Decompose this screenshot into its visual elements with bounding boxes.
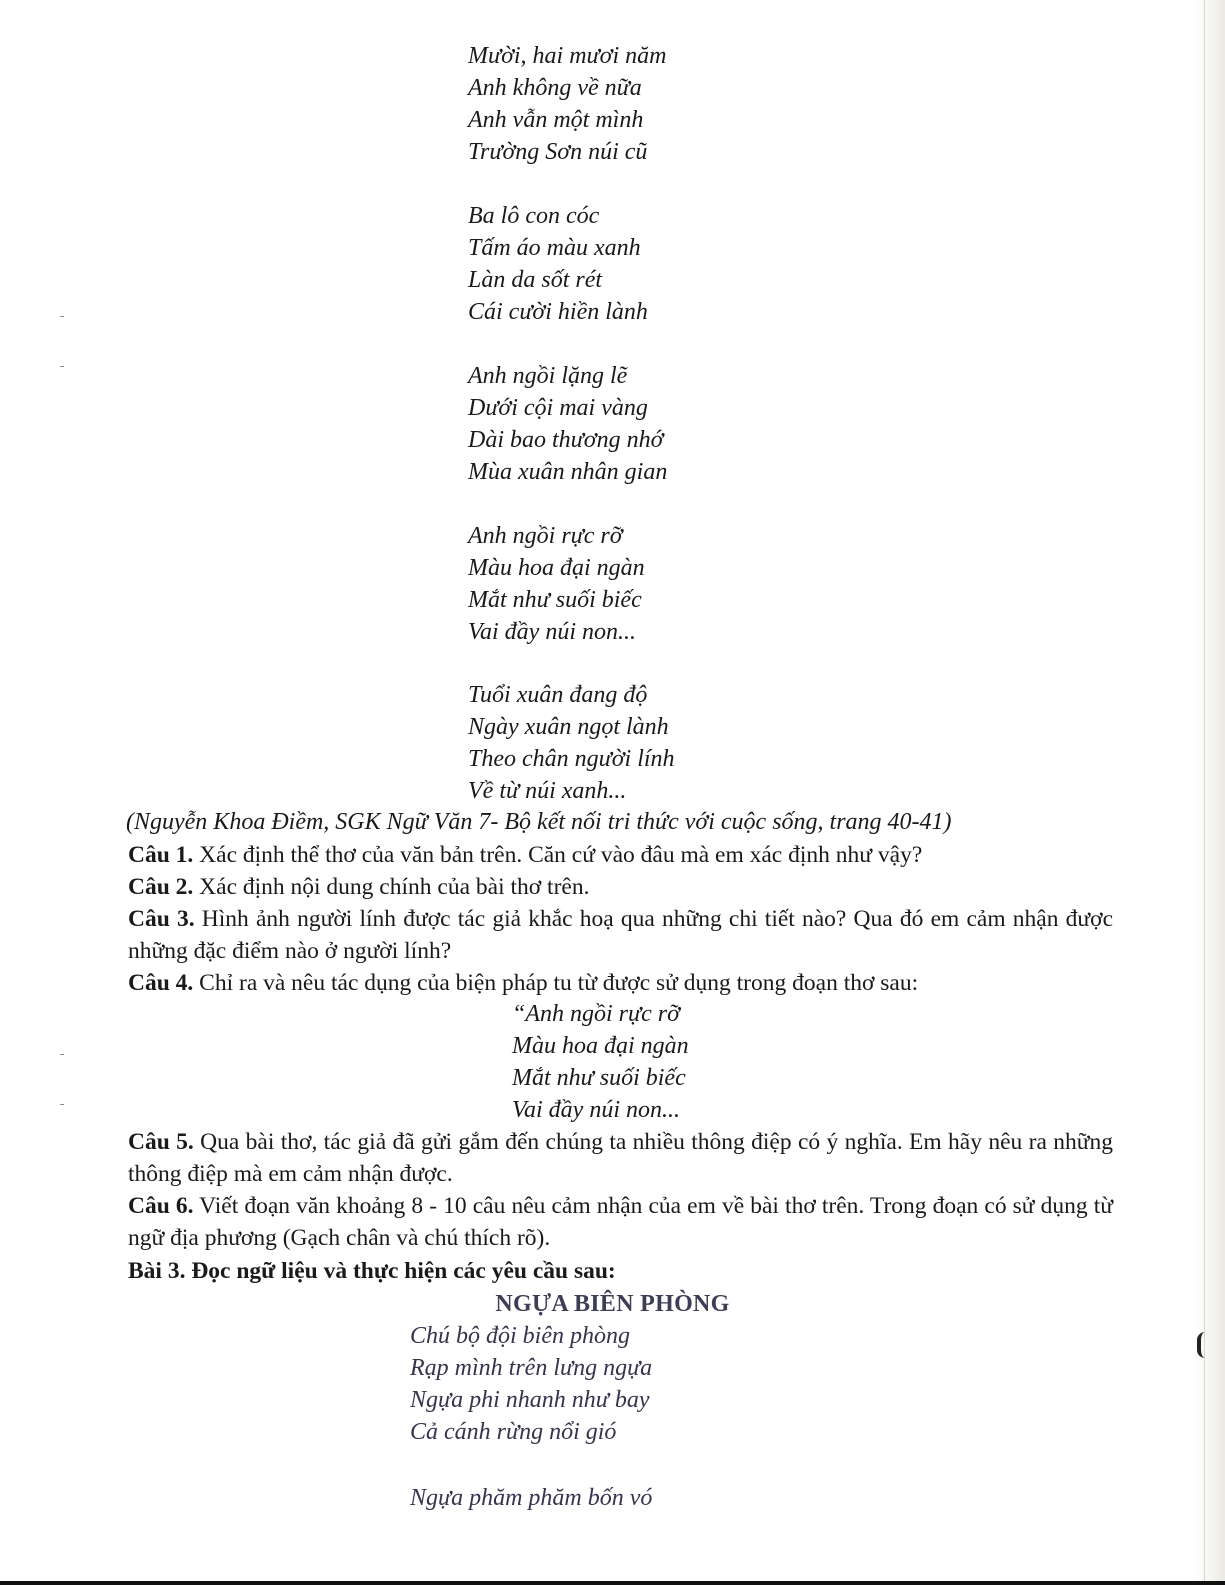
question-text: Chỉ ra và nêu tác dụng của biện pháp tu từ được sử dụng trong đoạn thơ sau: — [193, 970, 919, 996]
quote-line: “Anh ngồi rực rỡ — [512, 1001, 680, 1027]
poem-line: Tuổi xuân đang độ — [468, 682, 648, 708]
question-label: Câu 2. — [128, 874, 194, 900]
question-1 — [128, 839, 1113, 871]
question-label: Câu 3. — [128, 906, 195, 932]
poem-stanza-3 — [468, 360, 667, 488]
poem-title: NGỰA BIÊN PHÒNG — [495, 1291, 730, 1317]
section-heading-bai-3: Bài 3. Đọc ngữ liệu và thực hiện các yêu cầu sau: — [128, 1258, 616, 1284]
question-4 — [128, 967, 1113, 999]
poem-line: Cả cánh rừng nổi gió — [410, 1419, 617, 1445]
poem-line: Trường Sơn núi cũ — [468, 139, 648, 165]
question-label: Câu 4. — [128, 970, 194, 996]
poem-citation: (Nguyễn Khoa Điềm, SGK Ngữ Văn 7- Bộ kết nối tri thức với cuộc sống, trang 40-41) — [126, 809, 952, 835]
poem-stanza-5 — [468, 679, 675, 807]
question-text: Xác định thể thơ của văn bản trên. Căn cứ vào đâu mà em xác định như vậy? — [193, 842, 923, 868]
poem-line: Mười, hai mươi năm — [468, 43, 667, 69]
poem-line: Vai đầy núi non... — [468, 619, 636, 645]
poem-line: Mùa xuân nhân gian — [468, 459, 668, 485]
quote-line: Mắt như suối biếc — [512, 1065, 686, 1091]
bai3-stanza-1 — [410, 1320, 652, 1448]
poem-line: Theo chân người lính — [468, 746, 675, 772]
question-text: Hình ảnh người lính được tác giả khắc hoạ qua những chi tiết nào? Qua đó em cảm nhận được những đặc điểm nào ở người lính? — [128, 906, 1113, 964]
poem-line: Chú bộ đội biên phòng — [410, 1323, 630, 1349]
poem-line: Về từ núi xanh... — [468, 778, 627, 804]
question-3 — [128, 903, 1113, 967]
poem-line: Tấm áo màu xanh — [468, 235, 641, 261]
question-label: Câu 5. — [128, 1129, 194, 1155]
scan-speck — [60, 1054, 64, 1055]
poem-line: Màu hoa đại ngàn — [468, 555, 645, 581]
question-label: Câu 6. — [128, 1193, 194, 1219]
question-label: Câu 1. — [128, 842, 194, 868]
binding-mark — [1197, 1332, 1209, 1358]
quote-line: Màu hoa đại ngàn — [512, 1033, 689, 1059]
poem-line: Dài bao thương nhớ — [468, 427, 664, 453]
bai3-stanza-2 — [410, 1482, 652, 1514]
poem-line: Anh ngồi lặng lẽ — [468, 363, 628, 389]
poem-line: Cái cười hiền lành — [468, 299, 648, 325]
question-text: Qua bài thơ, tác giả đã gửi gắm đến chúng ta nhiều thông điệp có ý nghĩa. Em hãy nêu ra những thông điệp mà em cảm nhận được. — [128, 1129, 1113, 1187]
poem-line: Mắt như suối biếc — [468, 587, 642, 613]
poem-line: Ngựa phi nhanh như bay — [410, 1387, 650, 1413]
scan-speck — [60, 316, 64, 317]
poem-line: Dưới cội mai vàng — [468, 395, 648, 421]
question-text: Viết đoạn văn khoảng 8 - 10 câu nêu cảm nhận của em về bài thơ trên. Trong đoạn có sử dụng từ ngữ địa phương (Gạch chân và chú thích rõ). — [128, 1193, 1113, 1251]
poem-stanza-4 — [468, 520, 645, 648]
poem-line: Anh vẫn một mình — [468, 107, 644, 133]
poem-line: Ngày xuân ngọt lành — [468, 714, 669, 740]
poem-line: Rạp mình trên lưng ngựa — [410, 1355, 653, 1381]
question-5 — [128, 1126, 1113, 1190]
poem-line: Làn da sốt rét — [468, 267, 603, 293]
page-bottom-border — [0, 1581, 1225, 1585]
poem-stanza-2 — [468, 200, 648, 328]
question-2 — [128, 871, 1113, 903]
poem-line: Ba lô con cóc — [468, 203, 600, 229]
question-6 — [128, 1190, 1113, 1254]
scan-speck — [60, 1104, 64, 1105]
poem-line: Anh ngồi rực rỡ — [468, 523, 623, 549]
quoted-stanza — [512, 998, 689, 1126]
poem-line: Ngựa phăm phăm bốn vó — [410, 1485, 653, 1511]
question-text: Xác định nội dung chính của bài thơ trên. — [193, 874, 590, 900]
scan-speck — [60, 366, 64, 367]
poem-line: Anh không về nữa — [468, 75, 642, 101]
quote-line: Vai đầy núi non... — [512, 1097, 680, 1123]
poem-stanza-1 — [468, 40, 666, 168]
